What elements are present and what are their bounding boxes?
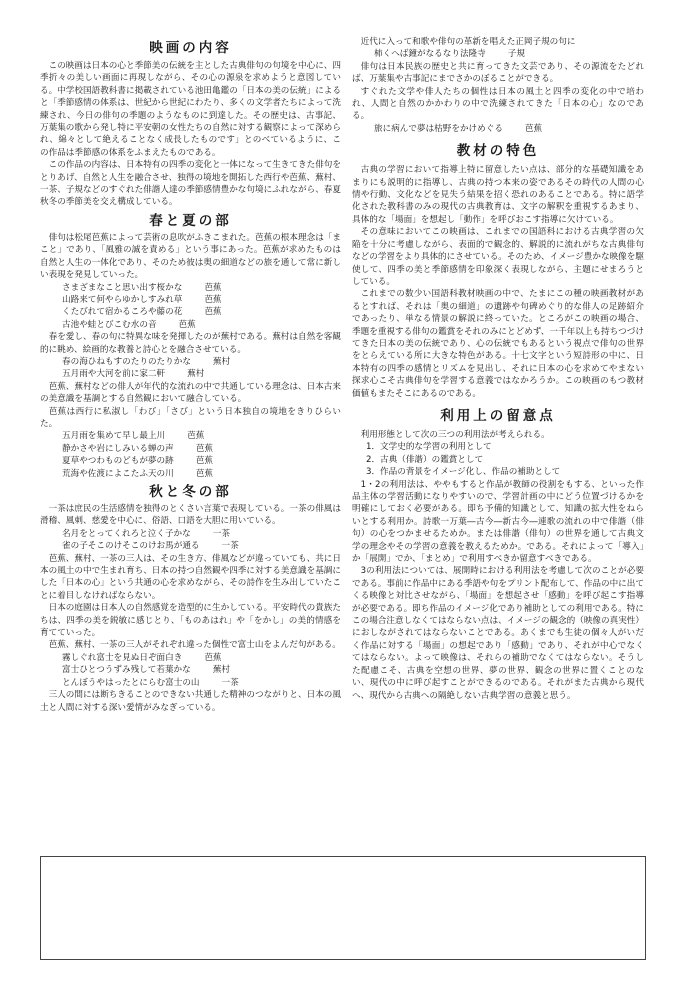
section-title-usage-notes: 利用上の留意点 — [440, 407, 556, 424]
paragraph: 一茶は庶民の生活感情を独得のとくさい言葉で表現している。一茶の俳風は滑稽、風刺、慈愛を中心に、俗語、口語を大胆に用いている。 — [40, 504, 341, 527]
paragraph: 3の利用法については、展開時における利用法を考慮して次のことが必要である。事前に作品中にある季語や句をプリント配布して、作品の中に出てくる映像と対比させながら、「場面」を想起させ「感動」を呼び起こす指導が必要である。即ち作品のイメージ化であり補助としての利用である。特にこの場合注意しなくてはならない点は、イメージの観念的（映像の真実性）におしながされてはならないことである。あくまでも生徒の個々人がいだく作品に対する「場面」の想起であり「感動」であり、それが中心でなくてはならない。よって映像は、それらの補助でなくてはならない。そうした配慮こそ、古典を空想の世界、夢の世界、観念の世界に置くことのない、現代の中に呼び起すことができるのである。それがまた古典から現代へ、現代から古典への隔絶しない古典学習の意義と思う。 — [352, 566, 644, 701]
paragraph: 春を愛し、春の句に特異な味を発揮したのが蕪村である。蕪村は自然を客観的に眺め、絵画的な教養と詩心とを融合させている。 — [40, 332, 341, 355]
haiku-author: 蕪村 — [212, 665, 230, 676]
haiku-text: 静かさや岩にしみいる蝉の声 — [62, 443, 174, 454]
haiku-author: 芭蕉 — [204, 294, 222, 305]
paragraph: 古典の学習において指導上特に留意したい点は、部分的な基礎知識をあまりにも説明的に指導し、古典の持つ本来の姿であるその時代の人間の心情や行動、文化などを見失う結果を招く恐れのあることである。特に語学化された教科書のみの現代の古典教育は、文字の解釈を重視するあまり、具体的な「場面」を想起し「動作」を呼びおこす指導に欠けている。 — [352, 165, 644, 225]
haiku-group — [40, 652, 341, 689]
paragraph: 俳句は日本民族の歴史と共に育ってきた文芸であり、その源流をたどれば、万葉集や古事記にまでさかのぼることができる。 — [352, 61, 644, 85]
list-item: 3．作品の背景をイメージ化し、作品の補助として — [366, 467, 561, 478]
haiku-group — [40, 528, 341, 553]
haiku-text: 夏草やつわものどもが夢の跡 — [62, 456, 174, 467]
section-title-spring-summer: 春と夏の部 — [149, 212, 232, 229]
haiku-author: 子規 — [507, 49, 525, 60]
haiku-author: 一茶 — [221, 677, 239, 688]
haiku-author: 芭蕉 — [524, 123, 543, 134]
haiku-text: 春の海ひねもすのたりのたりかな — [62, 356, 191, 367]
haiku-text: 雀の子そこのけそこのけお馬が通る — [62, 541, 200, 552]
paragraph: 俳句は松尾芭蕉によって芸術の息吹がふきこまれた。芭蕉の根本理念は「まこと」であり、「風雅の誠を責める」という事にあった。芭蕉が求めたものは自然と人生の一体化であり、そのため彼は奥の細道などの旅を通して常に新しい表現を発見していった。 — [40, 232, 341, 281]
haiku-text: 五月雨を集めて早し最上川 — [62, 431, 166, 442]
section-title-autumn-winter: 秋と冬の部 — [149, 484, 232, 500]
haiku-author: 蕪村 — [187, 369, 205, 380]
left-column — [40, 34, 341, 714]
haiku-author: 一茶 — [212, 528, 230, 539]
haiku-author: 芭蕉 — [204, 282, 222, 293]
haiku-author: 芭蕉 — [195, 468, 213, 479]
paragraph: 近代に入って和歌や俳句の革新を唱えた正岡子規の句に — [360, 37, 576, 47]
paragraph: 芭蕉、蕪村、一茶の三人がそれぞれ違った個性で富士山をよんだ句がある。 — [48, 640, 341, 651]
paragraph: 芭蕉、蕪村、一茶の三人は、その生き方、俳風などが違っていても、共に日本の風土の中で生まれ育ち、日本の持つ自然観や四季に対する美意識を基調にした「日本の心」という共通の心を求めながら、その詩作を生み出していたことに着目しなければならない。 — [40, 553, 341, 601]
haiku-text: 霧しぐれ富士を見ぬ日ぞ面白き — [62, 652, 183, 663]
haiku-author: 芭蕉 — [178, 319, 196, 330]
paragraph: 三人の間には断ちきることのできない共通した精神のつながりと、日本の風土と人間に対する深い愛情がみなぎっている。 — [40, 690, 341, 713]
paragraph: この映画は日本の心と季節美の伝統を主とした古典俳句の句境を中心に、四季折々の美しい画面に再現しながら、その心の源泉を求めようと意図している。中学校国語教科書に掲載されている池田亀鑑の「日本の美の伝統」によると「季節感情の体系は、世紀から世紀にわたり、多くの文学者たちによって洗練され、今日の俳句の季題のようなものに到達した。その歴史は、古事記、万葉集の歌から発し特に平安朝の女性たちの自然に対する観察によって深められ、綿々として絶えることなく成長したものです」とのべているように、この作品は季節感の体系をふまえたものである。 — [40, 61, 341, 158]
haiku-text: 柿くへば鐘がなるなり法隆寺 — [374, 49, 486, 60]
haiku-text: くたびれて宿かるころや藤の花 — [62, 307, 183, 318]
haiku-text: 荒海や佐渡によこたふ天の川 — [62, 468, 174, 479]
usage-list — [352, 441, 644, 478]
paragraph: 利用形態として次の三つの利用法が考えられる。 — [360, 429, 550, 440]
haiku-author: 芭蕉 — [204, 652, 222, 663]
paragraph: 芭蕉、蕪村などの俳人が年代的な流れの中で共通している理念は、日本古来の美意識を基調とする自然観において融合している。 — [40, 381, 341, 405]
paragraph: 芭蕉は西行に私淑し「わび」「さび」という日本独自の境地をきりひらいた。 — [40, 406, 341, 429]
haiku-author: 一茶 — [221, 541, 239, 552]
haiku-group — [40, 356, 341, 381]
haiku-text: さまざまなこと思い出す桜かな — [62, 282, 183, 293]
paragraph: その意味においてこの映画は、これまでの国語科における古典学習の欠陥を十分に考慮しながら、表面的で観念的、解説的に流れがちな古典俳句などの学習をより具体的にさせている。そのため、イメージ豊かな映像を駆使して、四季の美と季節感情を印象深く表現しながら、主題にせまろうとしている。 — [352, 227, 644, 287]
haiku-author: 芭蕉 — [187, 431, 205, 442]
haiku-text: 山路来て何やらゆかしすみれ草 — [62, 294, 183, 305]
list-item: 2．古典（俳諧）の鑑賞として — [366, 454, 484, 465]
paragraph: 1・2の利用法は、ややもすると作品が教師の役割をもする、といった作品主体の学習活動になりやすいので、学習計画の中にどう位置づけるかを明確にしておく必要がある。即ち予備的知識として、知識の拡大性をねらいとする利用か。詩歌一万葉―古今―新古今―連歌の流れの中で俳諧（俳句）の心をつかませるためか。または俳諧（俳句）の世界を通して古典文学の理念やその学習の意義を教えるためか。である。それによって「導入」か「展開」でか、「まとめ」で利用すべきか留意すべきである。 — [352, 479, 644, 565]
haiku-text: 古池や蛙とびこむ水の音 — [62, 319, 157, 330]
haiku-text: 五月雨や大河を前に家二軒 — [62, 369, 166, 380]
haiku-author: 蕪村 — [212, 356, 231, 367]
section-title-material-features: 教材の特色 — [456, 143, 540, 160]
paragraph: すぐれた文学や俳人たちの個性は日本の風土と四季の変化の中で培われ、人間と自然のかかわりの中で洗練されてきた「日本の心」なのである。 — [352, 86, 644, 122]
haiku-author: 芭蕉 — [195, 456, 213, 467]
haiku-text: 旅に病んで夢は枯野をかけめぐる — [374, 123, 503, 134]
haiku-text: 名月をとってくれろと泣く子かな — [62, 528, 191, 539]
haiku-group — [40, 430, 341, 480]
list-item: 1．文学史的な学習の利用として — [366, 442, 492, 453]
paragraph: 日本の庭園は日本人の自然感覚を造型的に生かしている。平安時代の貴族たちは、四季の美を鋭敏に感じとり、「ものあはれ」や「をかし」の美的情感を育てていった。 — [40, 603, 341, 639]
haiku-author: 芭蕉 — [195, 443, 213, 454]
right-column — [352, 36, 644, 702]
paragraph: この作品の内容は、日本特有の四季の変化と一体になって生きてきた俳句をとりあげ、自然と人生を融合させ、独得の境地を開拓した西行や芭蕉、蕪村、一茶、子規などのすぐれた俳諧人達の季節感情豊かな句境にふれながら、春夏秋冬の季節美を交え構成している。 — [40, 160, 341, 208]
paragraph: これまでの数少い国語科教材映画の中で、たまにこの種の映画教材があるとすれば、それは「奥の細道」の遺跡や句碑めぐり的な俳人の足跡紹介であったり、単なる情景の解説に終っていた。ところがこの映画の場合、季題を重視する俳句の鑑賞をそれのみにとどめず、一千年以上も持ちつづけてきた日本の美の伝統であり、心の伝統でもあるという視点で俳句の世界をとらえている所に大きな特色がある。十七文字という短詩形の中に、日本特有の四季の感情とリズムを見出し、それに日本の心を求めてやまない探求心こそ古典俳句を学習する意義ではなかろうか。この映画のもつ教材価値もまたそこにあるのである。 — [352, 289, 644, 399]
section-title-film-content: 映画の内容 — [149, 40, 232, 56]
haiku-author: 芭蕉 — [204, 307, 222, 318]
empty-notes-box — [40, 856, 646, 960]
haiku-text: 富士ひとつうずみ残して若葉かな — [62, 665, 191, 676]
haiku-text: とんぼうやはったとにらむ富士の山 — [62, 677, 200, 688]
haiku-group — [40, 282, 341, 332]
